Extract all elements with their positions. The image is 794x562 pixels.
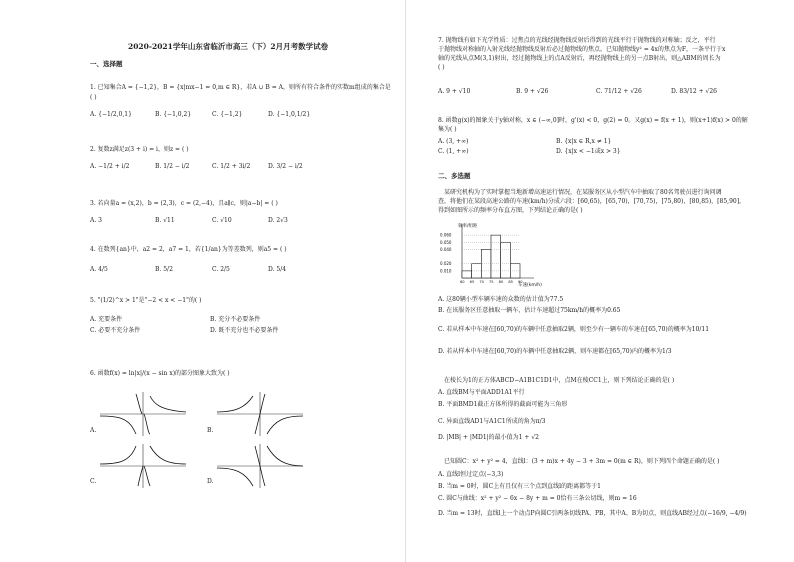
q3-option-a: A. 3 [90,217,102,224]
histogram-y-tick-label: 0.040 [440,246,452,252]
question-3: 3. 若向量a = (x,2)，b = (2,3)，c = (2,−4)，且a∥c，则|a−b| = ( ) [90,200,278,207]
graph-d-label: D. [207,478,214,485]
section-1-heading: 一、选择题 [90,60,123,68]
q7-option-b: B. 9 + √26 [516,88,549,95]
q8-option-d: D. {x|x < −1或x > 3} [556,148,621,155]
graph-d [215,442,305,490]
q5-option-d: D. 既不充分也不必要条件 [210,327,279,334]
graph-b [215,390,305,438]
q2-option-a: A. −1/2 + i/2 [90,163,130,170]
question-11: 已知圆C：x² + y² = 4，直线l：(3 + m)x + 4y − 3 + 3m = 0(m ∈ R)，则下列四个命题正确的是( ) [444,458,720,465]
histogram-y-tick-label: 0.050 [440,239,452,245]
question-7-line-4: ( ) [438,64,445,71]
q11-option-a: A. 直线l恒过定点(−3,3) [438,471,504,478]
question-1-bracket: ( ) [90,94,97,101]
q11-option-b: B. 当m = 0时，圆C上有且仅有三个点到直线l的距离都等于1 [438,483,601,490]
histogram-x-tick-label: 70 [479,280,484,284]
question-2: 2. 复数z满足z(3 + i) = i，则z = ( ) [90,146,189,153]
q3-option-d: D. 2√3 [268,217,288,224]
question-9-line-2: 查，将他们在某段高速公路的车速(km/h)分成六段：[60,65)，[65,70)，[70,75)，[75,80)，[80,85)，[85,90]， [438,198,746,205]
q4-option-b: B. 5/2 [155,266,173,273]
histogram-x-tick-label: 80 [498,280,504,284]
q3-option-c: C. √10 [212,217,232,224]
q1-option-a: A. {−1/2,0,1} [90,111,132,118]
q5-option-b: B. 充分不必要条件 [210,316,261,323]
histogram-bar [501,242,511,278]
graph-c [98,442,188,490]
question-9-line-3: 得到如图所示的频率分布直方图，下列结论正确的是( ) [438,207,583,214]
question-8-line-1: 8. 函数g(x)的图象关于y轴对称，x ∈ (−∞,0]时，g'(x) < 0，g(2) = 0。又g(x) = f(x + 1)，则(x+1)f(x) > 0的解 [438,117,748,124]
q9-option-a: A. 这80辆小型车辆车速的众数的估计值为77.5 [438,296,564,303]
q9-option-c: C. 若从样本中车速在[60,70)的车辆中任意抽取2辆，则至少有一辆车的车速在[65,70)的概率为10/11 [438,326,710,333]
q5-option-a: A. 充要条件 [90,316,123,323]
graph-c-label: C. [90,478,97,485]
q8-option-c: C. (1, +∞) [438,148,469,155]
histogram-bar [462,271,472,278]
question-9-line-1: 某研究机构为了实时掌握当地新增高速运行情况，在某服务区从小型汽车中抽取了80名驾驶员进行询问调 [444,189,722,196]
question-5: 5. "(1/2)^x > 1"是"−2 < x < −1"的( ) [90,297,202,304]
q9-option-d: D. 若从样本中车速在[60,70)的车辆中任意抽取2辆，则车速都在[65,70)内的概率为1/3 [438,348,672,355]
question-8-line-2: 集为( ) [438,126,457,133]
section-2-heading: 二、多选题 [438,172,471,180]
histogram-y-tick-label: 0.010 [440,268,452,274]
q4-option-c: C. 2/5 [212,266,230,273]
histogram-x-tick-label: 65 [469,280,475,284]
graph-b-label: B. [207,427,214,434]
q7-option-d: D. 83/12 + √26 [671,88,718,95]
q1-option-c: C. {−1,2} [212,111,243,118]
q10-option-a: A. 直线BM与平面ADD1A1平行 [438,389,525,396]
q5-option-c: C. 必要不充分条件 [90,327,141,334]
exam-title: 2020-2021学年山东省临沂市高三（下）2月月考数学试卷 [128,42,329,51]
q1-option-b: B. {−1,0,2} [155,111,192,118]
q10-option-b: B. 平面BMD1截正方体所得的截面可能为三角形 [438,401,568,408]
histogram-y-tick-label: 0.020 [440,261,452,267]
q2-option-d: D. 3/2 − i/2 [268,163,303,170]
graph-a-label: A. [90,427,97,434]
question-6: 6. 函数f(x) = ln|x|/(x − sin x)的部分图象大致为( ) [90,370,230,377]
q4-option-d: D. 5/4 [268,266,287,273]
question-7-line-3: 轴的光线从点M(3,1)射出，经过抛物线上的点A反射后，再经抛物线上的另一点B射出，则△ABM的周长为 [438,55,721,62]
q10-option-c: C. 异面直线AD1与A1C1所成的角为π/3 [438,418,546,425]
q8-option-b: B. {x|x ∈ R,x ≠ 1} [556,138,612,145]
q1-option-d: D. {−1,0,1/2} [268,111,311,118]
histogram-y-tick-label: 0.060 [440,232,452,238]
histogram-x-tick-label: 90 [518,280,523,284]
q3-option-b: B. √11 [155,217,175,224]
q11-option-c: C. 圆C与曲线：x² + y² − 6x − 8y + m = 0恰有三条公切线，则m = 16 [438,495,637,502]
right-column [406,0,794,562]
question-4: 4. 在数列{an}中，a2 = 2，a7 = 1，若{1/an}为等差数列，则a5 = ( ) [90,246,287,253]
q11-option-d: D. 当m = 13时，直线l上一个动点P向圆C引两条切线PA、PB，其中A、B为切点，则直线AB经过点(−16/9, −4/9) [438,510,747,517]
histogram-y-title: 频率/组距 [458,224,478,229]
q7-option-a: A. 9 + √10 [438,88,471,95]
q8-option-a: A. (3, +∞) [438,138,469,145]
q10-option-d: D. |MB| + |MD1|的最小值为1 + √2 [438,434,539,441]
histogram-bar [491,235,501,278]
histogram-x-tick-label: 85 [508,280,513,284]
question-7-line-1: 7. 抛物线有如下光学性质：过焦点的光线经抛物线反射后得到的光线平行于抛物线的对称轴；反之，平行 [438,37,716,44]
histogram-x-tick-label: 60 [460,280,465,284]
histogram-x-tick-label: 75 [489,280,494,284]
question-7-line-2: 于抛物线对称轴的入射光线经抛物线反射后必过抛物线的焦点。已知抛物线y² = 4x的焦点为F，一条平行于x [438,46,726,53]
speed-histogram [438,220,548,292]
graph-a [98,390,188,438]
q4-option-a: A. 4/5 [90,266,108,273]
question-10: 在棱长为1的正方体ABCD−A1B1C1D1中，点M在棱CC1上，则下列结论正确的是( ) [444,377,675,384]
q2-option-c: C. 1/2 + 3i/2 [212,163,251,170]
histogram-x-title: 车速(km/h) [518,283,542,288]
question-1: 1. 已知集合A = {−1,2}，B = {x|mx−1 = 0,m ∈ R}，若A ∪ B = A，则所有符合条件的实数m组成的集合是 [90,84,391,91]
q2-option-b: B. 1/2 − i/2 [155,163,190,170]
q9-option-b: B. 在该服务区任意抽取一辆车，估计车速超过75km/h的概率为0.65 [438,307,621,314]
q7-option-c: C. 71/12 + √26 [596,88,642,95]
